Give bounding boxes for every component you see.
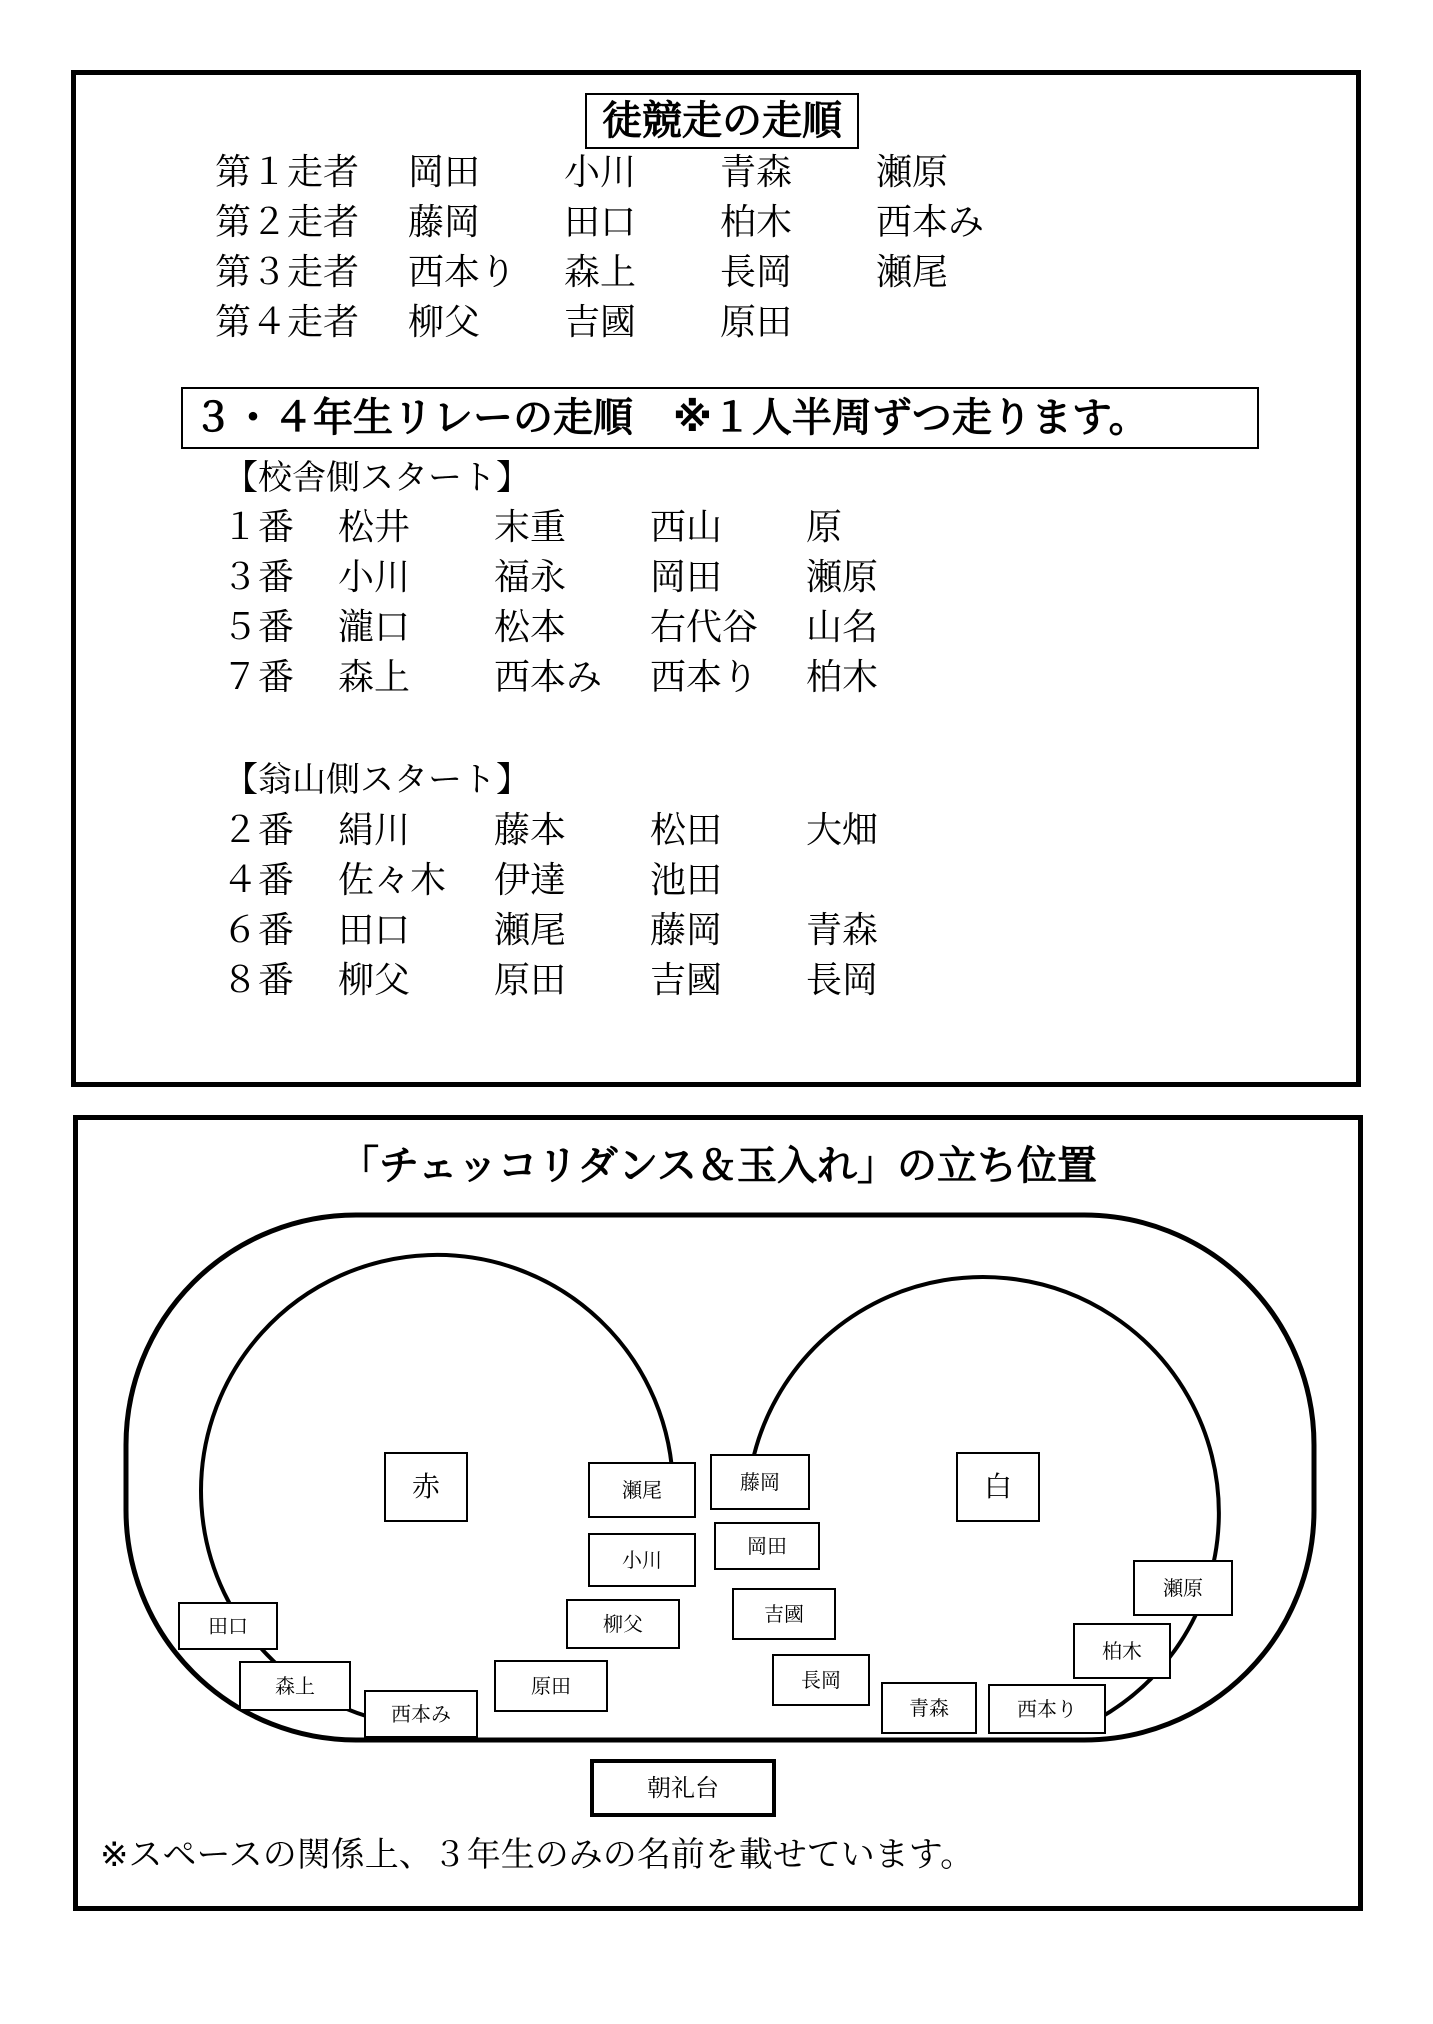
runner-name: 柏木 — [720, 202, 793, 243]
race-row-label: 第２走者 — [215, 202, 360, 243]
position-tag: 岡田 — [714, 1522, 820, 1570]
runner-name: 青森 — [806, 910, 879, 951]
running-order-panel — [71, 70, 1361, 1087]
runner-name: 伊達 — [494, 860, 567, 901]
runner-name: 佐々木 — [338, 860, 447, 901]
runner-name: 山名 — [806, 607, 879, 648]
position-tag: 柏木 — [1073, 1623, 1171, 1679]
relay-order-number: ３番 — [222, 557, 295, 598]
runner-name: 福永 — [494, 557, 567, 598]
runner-name: 西本み — [494, 657, 603, 698]
runner-name: 瀬原 — [806, 557, 879, 598]
position-tag: 田口 — [178, 1602, 278, 1650]
dance-position-title: 「チェッコリダンス＆玉入れ」の立ち位置 — [339, 1143, 1097, 1189]
runner-name: 瀬原 — [876, 152, 949, 193]
runner-name: 吉國 — [564, 302, 637, 343]
runner-name: 末重 — [494, 507, 567, 548]
relay-order-title: ３・４年生リレーの走順 ※１人半周ずつ走ります。 — [181, 387, 1259, 449]
position-tag: 青森 — [881, 1682, 977, 1734]
relay-order-number: ５番 — [222, 607, 295, 648]
runner-name: 藤本 — [494, 810, 567, 851]
race-row-label: 第４走者 — [215, 302, 360, 343]
runner-name: 瀧口 — [338, 607, 411, 648]
relay-order-number: １番 — [222, 507, 295, 548]
runner-name: 大畑 — [806, 810, 879, 851]
runner-name: 瀬尾 — [876, 252, 949, 293]
position-tag: 藤岡 — [710, 1454, 810, 1510]
runner-name: 長岡 — [806, 960, 879, 1001]
runner-name: 西山 — [650, 507, 723, 548]
runner-name: 松田 — [650, 810, 723, 851]
runner-name: 岡田 — [408, 152, 481, 193]
runner-name: 藤岡 — [650, 910, 723, 951]
runner-name: 田口 — [338, 910, 411, 951]
white-team-label: 白 — [956, 1452, 1040, 1522]
runner-name: 原田 — [720, 302, 793, 343]
runner-name: 吉國 — [650, 960, 723, 1001]
runner-name: 池田 — [650, 860, 723, 901]
runner-name: 柳父 — [338, 960, 411, 1001]
runner-name: 長岡 — [720, 252, 793, 293]
runner-name: 松本 — [494, 607, 567, 648]
race-order-title: 徒競走の走順 — [585, 93, 859, 149]
runner-name: 小川 — [338, 557, 411, 598]
position-tag: 西本り — [988, 1684, 1106, 1734]
runner-name: 岡田 — [650, 557, 723, 598]
school-side-label: 【校舎側スタート】 — [224, 458, 530, 498]
position-tag: 西本み — [364, 1690, 478, 1738]
runner-name: 瀬尾 — [494, 910, 567, 951]
race-row-label: 第３走者 — [215, 252, 360, 293]
podium-box: 朝礼台 — [590, 1759, 776, 1817]
relay-order-number: ６番 — [222, 910, 295, 951]
runner-name: 右代谷 — [650, 607, 759, 648]
runner-name: 藤岡 — [408, 202, 481, 243]
relay-order-number: ７番 — [222, 657, 295, 698]
runner-name: 絹川 — [338, 810, 411, 851]
runner-name: 原田 — [494, 960, 567, 1001]
runner-name: 原 — [806, 507, 843, 548]
position-tag: 吉國 — [732, 1588, 836, 1640]
runner-name: 柏木 — [806, 657, 879, 698]
footnote: ※スペースの関係上、３年生のみの名前を載せています。 — [100, 1835, 975, 1875]
position-tag: 瀬原 — [1133, 1560, 1233, 1616]
position-tag: 小川 — [588, 1533, 696, 1587]
dance-position-panel — [73, 1115, 1363, 1911]
position-tag: 長岡 — [772, 1654, 870, 1706]
runner-name: 小川 — [564, 152, 637, 193]
relay-order-number: ８番 — [222, 960, 295, 1001]
red-team-label: 赤 — [384, 1452, 468, 1522]
position-tag: 森上 — [239, 1661, 351, 1711]
runner-name: 西本り — [408, 252, 517, 293]
runner-name: 松井 — [338, 507, 411, 548]
race-row-label: 第１走者 — [215, 152, 360, 193]
relay-order-number: ２番 — [222, 810, 295, 851]
position-tag: 原田 — [494, 1660, 608, 1712]
runner-name: 西本み — [876, 202, 985, 243]
mountain-side-label: 【翁山側スタート】 — [224, 760, 530, 800]
runner-name: 田口 — [564, 202, 637, 243]
position-tag: 柳父 — [566, 1599, 680, 1649]
runner-name: 柳父 — [408, 302, 481, 343]
runner-name: 西本り — [650, 657, 759, 698]
relay-order-number: ４番 — [222, 860, 295, 901]
runner-name: 青森 — [720, 152, 793, 193]
position-tag: 瀬尾 — [588, 1462, 696, 1518]
runner-name: 森上 — [564, 252, 637, 293]
runner-name: 森上 — [338, 657, 411, 698]
